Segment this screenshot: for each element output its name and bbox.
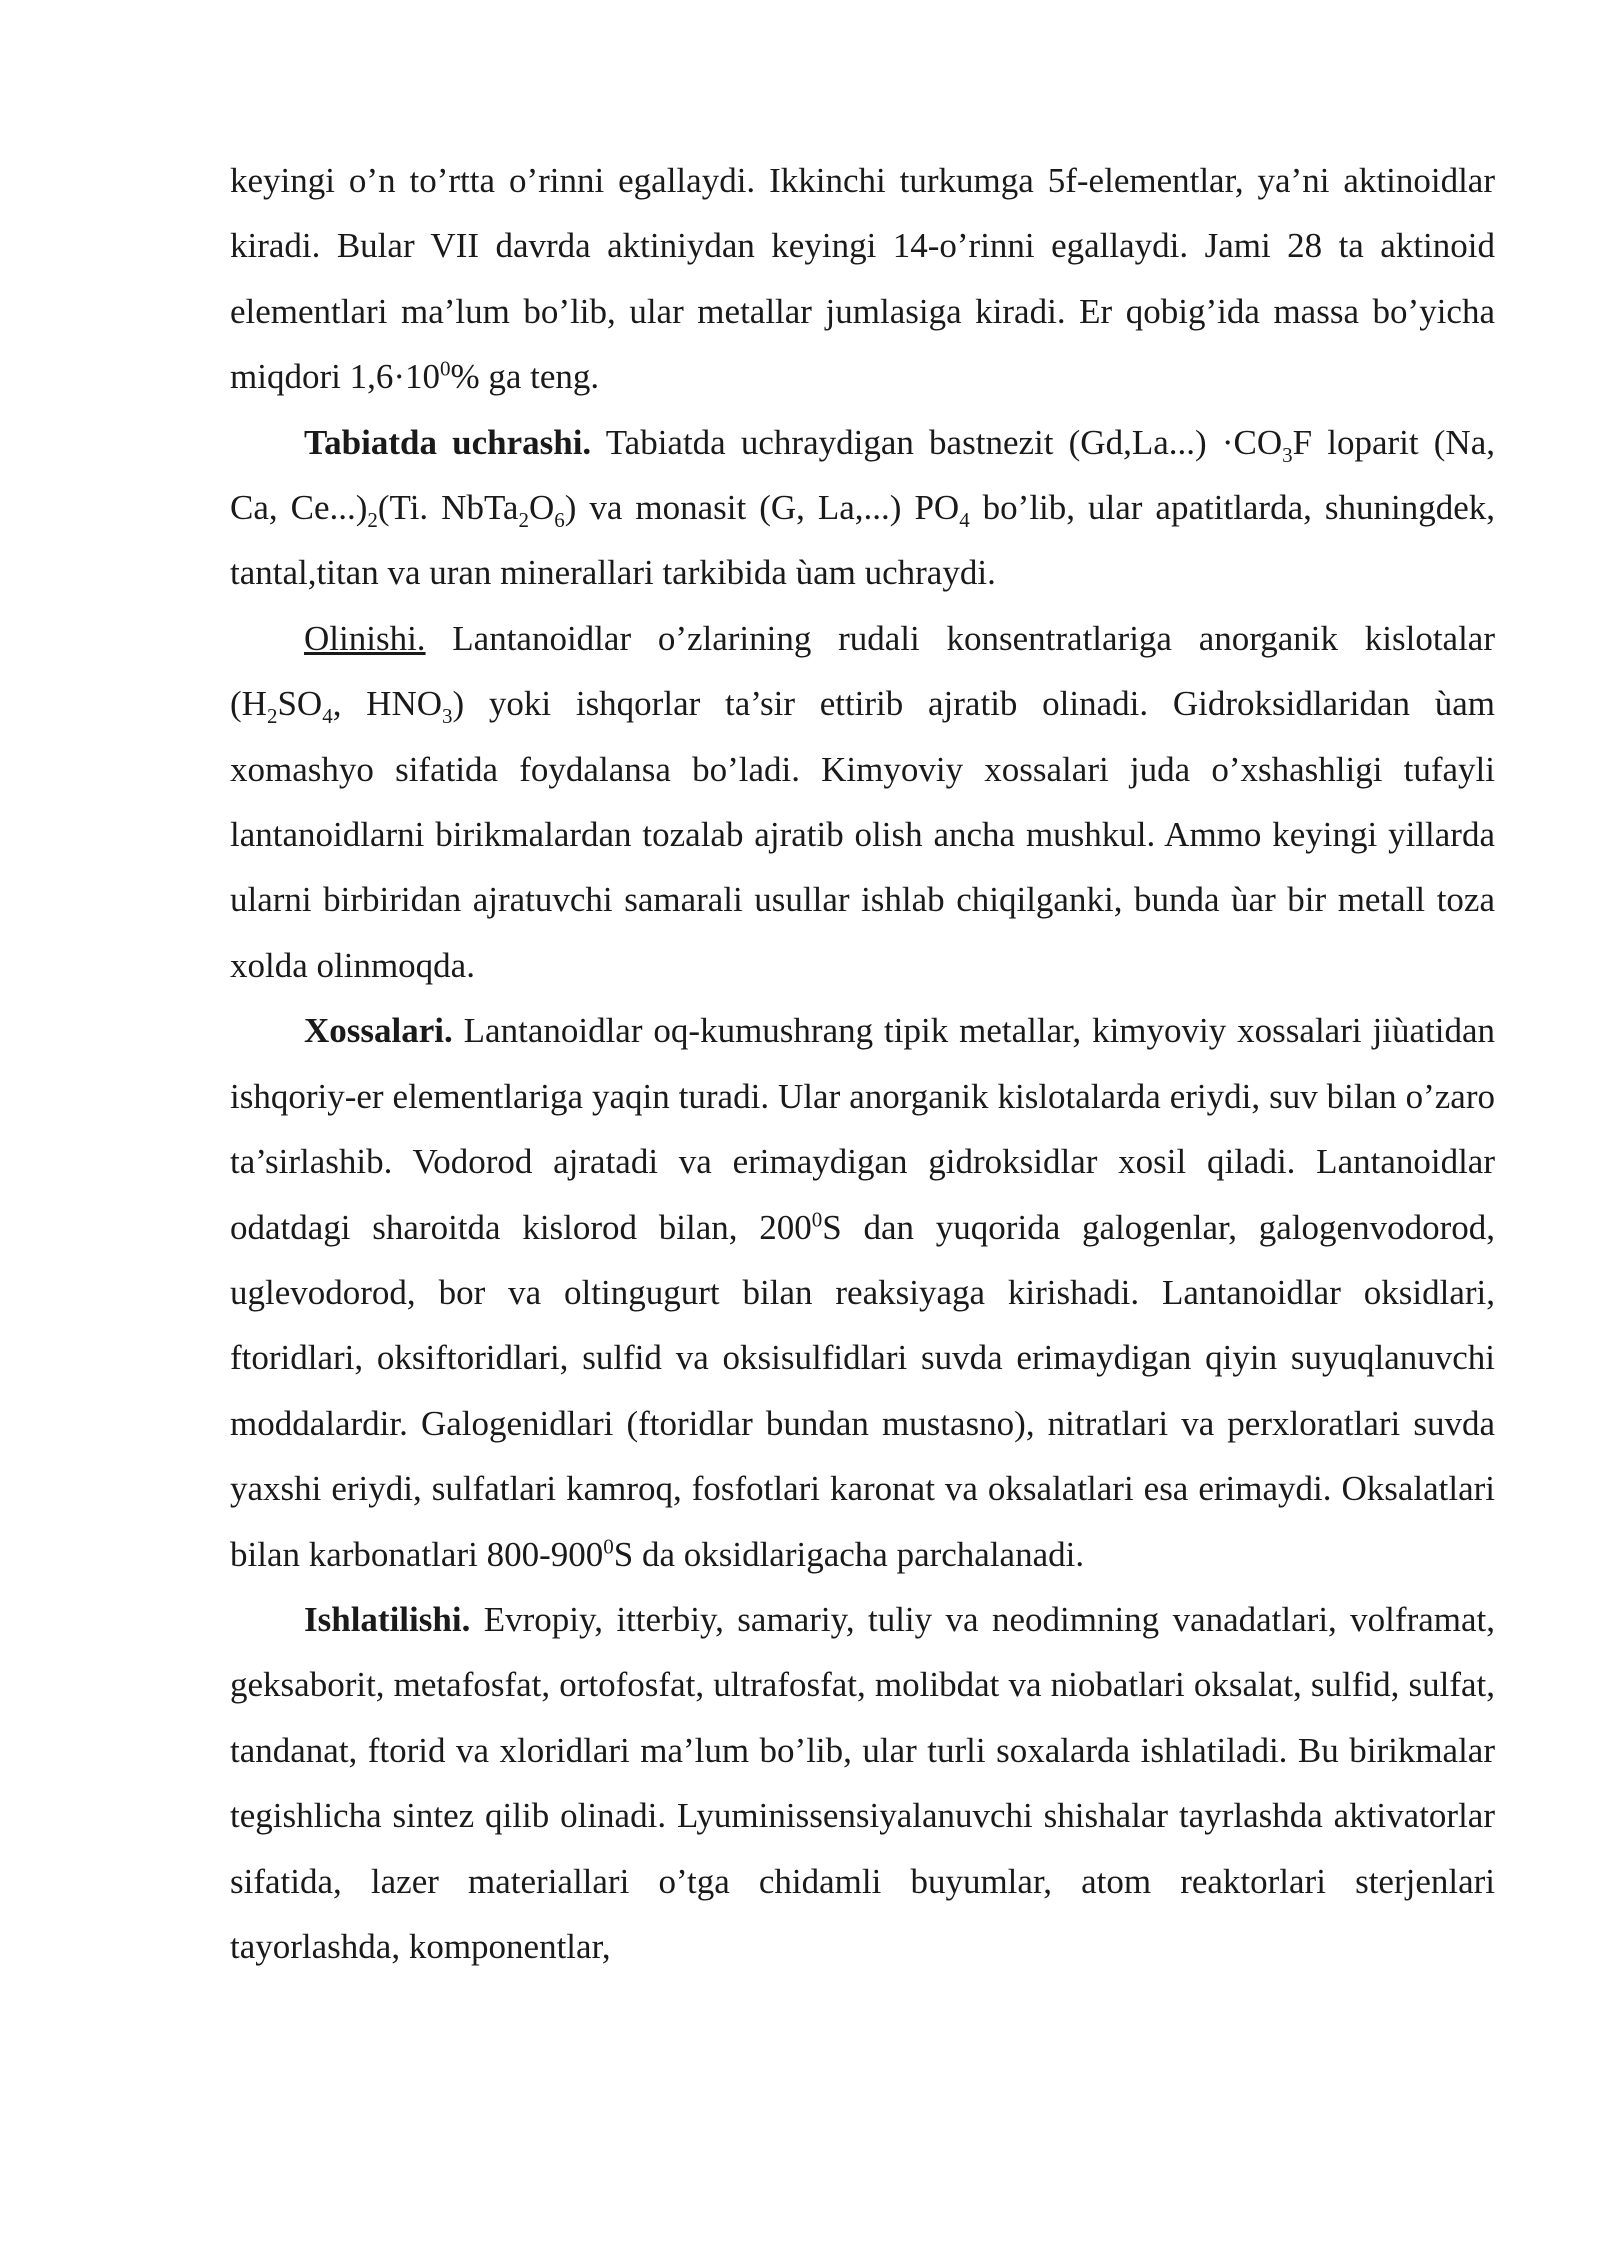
subscript: 2 bbox=[518, 508, 529, 533]
paragraph-ishlatilishi bbox=[230, 1587, 1495, 1979]
text-run: keyingi o’n to’rtta o’rinni egallaydi. Ikkinchi turkumga 5f-elementlar, ya’ni aktinoidlar kiradi. Bular VII davrda aktiniydan keyingi 14-o’rinni egallaydi. Jami 28 ta aktinoid elementlari ma’lum bo’lib, ular metallar jumlasiga kiradi. Er qobig’ida massa bo’yicha miqdori 1,6·10 bbox=[230, 161, 1495, 397]
text-run: S dan yuqorida galogenlar, galogenvodorod, uglevodorod, bor va oltingugurt bilan reaksiyaga kirishadi. Lantanoidlar oksidlari, ftoridlari, oksiftoridlari, sulfid va oksisulfidlari suvda erimaydigan qiyin suyuqlanuvchi moddalardir. Galogenidlari (ftoridlar bundan mustasno), nitratlari va perxloratlari suvda yaxshi eriydi, sulfatlari kamroq, fosfotlari karonat va oksalatlari esa erimaydi. Oksalatlari bilan karbonatlari 800-900 bbox=[230, 1207, 1495, 1574]
text-run: Lantanoidlar oq-kumushrang tipik metallar, kimyoviy xossalari jiùatidan ishqoriy-er elementlariga yaqin turadi. Ular anorganik kislotalarda eriydi, suv bilan o’zaro ta’sirlashib. Vodorod ajratadi va erimaydigan gidroksidlar xosil qiladi. Lantanoidlar odatdagi sharoitda kislorod bilan, 200 bbox=[230, 1011, 1495, 1247]
text-run: Lantanoidlar o’zlarining rudali konsentratlariga anorganik kislotalar (H bbox=[230, 618, 1495, 724]
document-page bbox=[230, 148, 1495, 1979]
subscript: 2 bbox=[266, 704, 278, 729]
text-run: ) va monasit (G, La,...) PO bbox=[564, 488, 960, 528]
subscript: 3 bbox=[1282, 442, 1293, 467]
text-run: Tabiatda uchraydigan bastnezit (Gd,La...) ·CO bbox=[591, 422, 1283, 462]
section-heading: Olinishi. bbox=[304, 618, 426, 658]
superscript: 0 bbox=[439, 356, 451, 381]
text-run: bo’lib, ular apatitlarda, shuningdek, tantal,titan va uran minerallari tarkibida ùam uchraydi. bbox=[230, 488, 1495, 593]
section-heading: Tabiatda uchrashi. bbox=[304, 422, 592, 462]
text-run: ) yoki ishqorlar ta’sir ettirib ajratib olinadi. Gidroksidlaridan ùam xomashyo sifatida foydalansa bo’ladi. Kimyoviy xossalari juda o’xshashligi tufayli lantanoidlarni birikmalardan tozalab ajratib olish ancha mushkul. Ammo keyingi yillarda ularni birbiridan ajratuvchi samarali usullar ishlab chiqilganki, bunda ùar bir metall toza xolda olinmoqda. bbox=[230, 684, 1495, 985]
text-run: Evropiy, itterbiy, samariy, tuliy va neodimning vanadatlari, volframat, geksaborit, metafosfat, ortofosfat, ultrafosfat, molibdat va niobatlari oksalat, sulfid, sulfat, tandanat, ftorid va xloridlari ma’lum bo’lib, ular turli soxalarda ishlatiladi. Bu birikmalar tegishlicha sintez qilib olinadi. Lyuminissensiyalanuvchi shishalar tayrlashda aktivatorlar sifatida, lazer materiallari o’tga chidamli buyumlar, atom reaktorlari sterjenlari tayorlashda, komponentlar, bbox=[230, 1599, 1495, 1966]
paragraph-tabiatda-uchrashi bbox=[230, 410, 1495, 606]
subscript: 4 bbox=[959, 508, 970, 533]
text-run: (Ti. NbTa bbox=[377, 488, 519, 528]
section-heading: Ishlatilishi. bbox=[304, 1599, 471, 1639]
subscript: 2 bbox=[367, 508, 378, 533]
subscript: 4 bbox=[322, 704, 333, 729]
text-run: O bbox=[528, 488, 555, 528]
paragraph-intro-continuation bbox=[230, 148, 1495, 410]
text-run: S da oksidlarigacha parchalanadi. bbox=[613, 1534, 1085, 1574]
subscript: 3 bbox=[442, 704, 453, 729]
subscript: 6 bbox=[554, 508, 565, 533]
text-run: SO bbox=[277, 684, 323, 724]
text-run: F loparit (Na, Ca, Ce...) bbox=[230, 422, 1495, 528]
superscript: 0 bbox=[603, 1533, 614, 1558]
text-run: % ga teng. bbox=[450, 357, 600, 397]
paragraph-xossalari bbox=[230, 998, 1495, 1587]
superscript: 0 bbox=[811, 1206, 823, 1231]
paragraph-olinishi bbox=[230, 606, 1495, 998]
section-heading: Xossalari. bbox=[304, 1011, 453, 1051]
text-run: , HNO bbox=[332, 684, 442, 724]
